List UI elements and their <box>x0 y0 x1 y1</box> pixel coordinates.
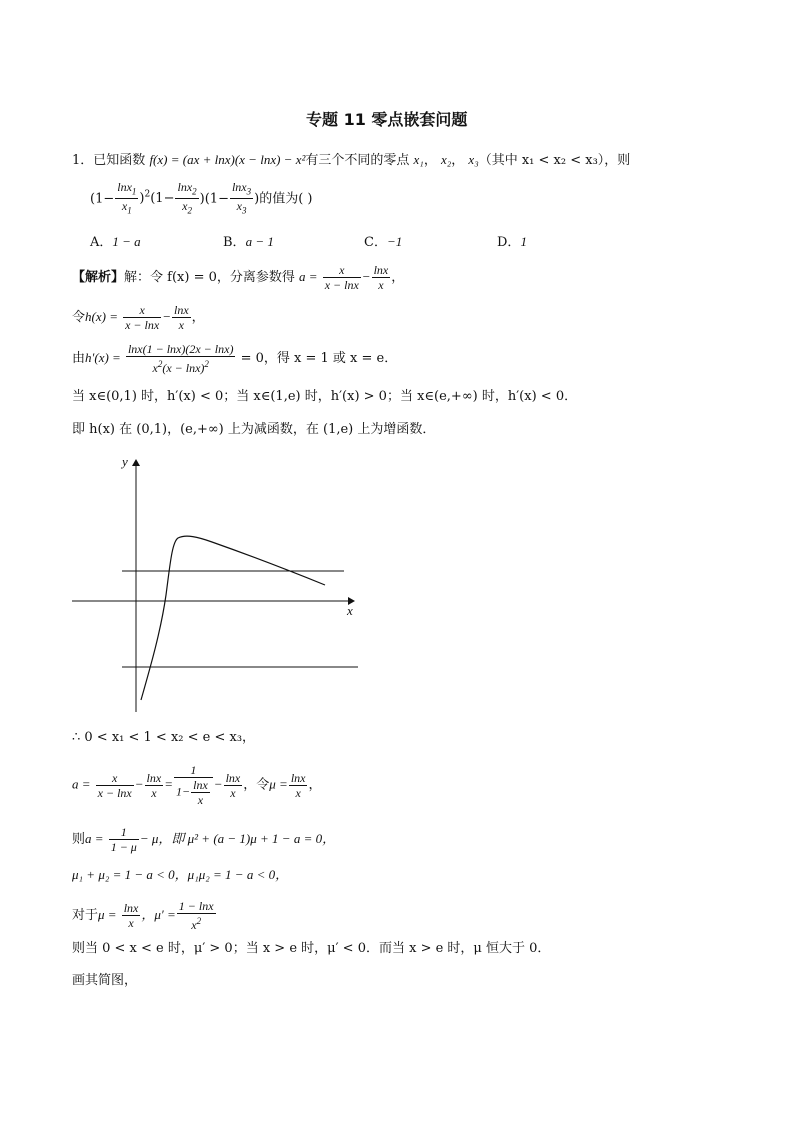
frac-derivative: $\frac{\ln x(1 - \ln x)(2x - \ln x)}{x^2(x - \ln x)^2}$ <box>127 342 234 375</box>
h-curve <box>141 536 325 700</box>
solution-line-8: 则a = $\frac{1}{1 - \mu}$ − μ，即 μ² + (a − 1)μ + 1 − a = 0， <box>72 825 336 854</box>
expr-tail: 的值为( ) <box>259 191 313 207</box>
question-line-1 <box>72 152 630 169</box>
solution-line-9: μ₁ + μ₂ = 1 − a < 0，μ₁μ₂ = 1 − a < 0， <box>72 867 289 882</box>
option-c[interactable] <box>364 231 402 250</box>
comma: ， <box>423 153 437 168</box>
expr-paren: (1− <box>90 191 115 207</box>
option-a[interactable] <box>90 231 141 250</box>
text: ，令 <box>243 777 270 793</box>
x2-symbol: x₂ <box>440 152 452 167</box>
analysis-tag: 【解析】 <box>72 270 125 285</box>
option-b[interactable] <box>223 231 274 250</box>
function-graph <box>66 450 366 715</box>
solution-line-1: 【解析】解：令 f(x) = 0，分离参数得 a = $\frac{x}{x - \ln x}$ − $\frac{\ln x}{x}$ ， <box>72 263 405 292</box>
frac-lnx2-x2: $\frac{\ln x_2}{x_2}$ <box>177 180 197 216</box>
frac: $\frac{x}{x - \ln x}$ <box>97 770 132 800</box>
solution-line-11: 则当 0 < x < e 时，μ′ > 0；当 x > e 时，μ′ < 0．而当 x > e 时，μ 恒大于 0． <box>72 941 551 956</box>
frac: $\frac{\ln x}{x}$ <box>225 770 241 800</box>
text: 令 <box>72 310 86 325</box>
x1-symbol: x₁ <box>413 152 424 167</box>
question-number: 1． <box>72 153 94 168</box>
solution-line-7: a = $\frac{x}{x - \ln x}$ − $\frac{\ln x}{x}$ = 1 1− $\frac{\ln x}{x}$ − $\frac{\ln x}{x}$ ，令μ = $\frac{\ln x}{x}$ ， <box>72 763 322 807</box>
text: = 0，得 x = 1 或 x = e． <box>240 351 398 366</box>
text: 则 <box>72 832 86 847</box>
option-label: C． <box>364 235 387 250</box>
option-label: A． <box>90 235 113 250</box>
question-intro: 已知函数 <box>93 153 146 168</box>
condition-text: （其中 x₁ < x₂ < x₃），则 <box>478 153 631 168</box>
text: 解：令 f(x) = 0，分离参数得 <box>124 270 295 285</box>
frac: $\frac{\ln x}{x}$ <box>146 770 162 800</box>
frac-lnx3-x3: $\frac{\ln x_3}{x_3}$ <box>231 180 252 216</box>
option-value: −1 <box>386 234 403 249</box>
page-title: 专题 11 零点嵌套问题 <box>306 110 468 129</box>
option-d[interactable] <box>497 231 527 250</box>
option-label: B． <box>223 235 246 250</box>
option-value: 1 − a <box>112 234 141 249</box>
text: ，即 μ² + (a − 1)μ + 1 − a = 0， <box>158 831 336 846</box>
solution-line-12: 画其简图， <box>72 973 138 988</box>
x3-symbol: x₃ <box>468 152 479 167</box>
frac: $\frac{x}{x - \ln x}$ <box>125 303 160 332</box>
question-expression: (1− $\frac{\ln x_1}{x_1}$ )$^2$(1− $\frac{\ln x_2}{x_2}$ )(1− $\frac{\ln x_3}{x_3}$ )的值为( ) <box>90 180 313 216</box>
text: ，μ′ = <box>141 907 176 922</box>
x-axis-label: x <box>347 603 353 618</box>
comma: ， <box>451 153 465 168</box>
frac: $\frac{\ln x}{x}$ <box>173 303 189 332</box>
solution-line-5: 即 h(x) 在 (0,1)，(e,+∞) 上为减函数，在 (1,e) 上为增函数． <box>72 422 436 437</box>
y-axis-label: y <box>122 454 128 469</box>
solution-line-2: 令h(x) = $\frac{x}{x - \ln x}$ − $\frac{\ln x}{x}$ ， <box>72 303 205 332</box>
frac-x-over: $\frac{x}{x - \ln x}$ <box>324 263 359 292</box>
frac-lnx-x: $\frac{\ln x}{x}$ <box>373 263 389 292</box>
option-value: 1 <box>520 234 527 249</box>
three-zeros-text: 有三个不同的零点 <box>305 153 410 168</box>
function-definition: f(x) = (ax + lnx)(x − lnx) − x² <box>149 152 306 167</box>
frac: $\frac{\ln x}{x}$ <box>123 901 139 930</box>
frac: $\frac{1 - \ln x}{x^2}$ <box>178 899 214 932</box>
solution-line-10: 对于μ = $\frac{\ln x}{x}$ ，μ′ = $\frac{1 - \ln x}{x^2}$ <box>72 899 214 932</box>
solution-line-6: ∴ 0 < x₁ < 1 < x₂ < e < x₃， <box>72 730 256 745</box>
frac-lnx1-x1: $\frac{\ln x_1}{x_1}$ <box>117 180 137 216</box>
frac: $\frac{\ln x}{x}$ <box>290 770 306 800</box>
frac: $\frac{1}{1 - \mu}$ <box>110 825 137 854</box>
option-value: a − 1 <box>245 234 274 249</box>
frac-compound: 1 1− $\frac{\ln x}{x}$ <box>174 763 213 807</box>
option-label: D． <box>497 235 521 250</box>
solution-line-4: 当 x∈(0,1) 时，h′(x) < 0；当 x∈(1,e) 时，h′(x) > 0；当 x∈(e,+∞) 时，h′(x) < 0． <box>72 389 578 404</box>
text: 由 <box>72 351 86 366</box>
solution-line-3: 由h′(x) = $\frac{\ln x(1 - \ln x)(2x - \ln x)}{x^2(x - \ln x)^2}$ = 0，得 x = 1 或 x = e． <box>72 342 398 375</box>
text: 对于 <box>72 908 99 923</box>
